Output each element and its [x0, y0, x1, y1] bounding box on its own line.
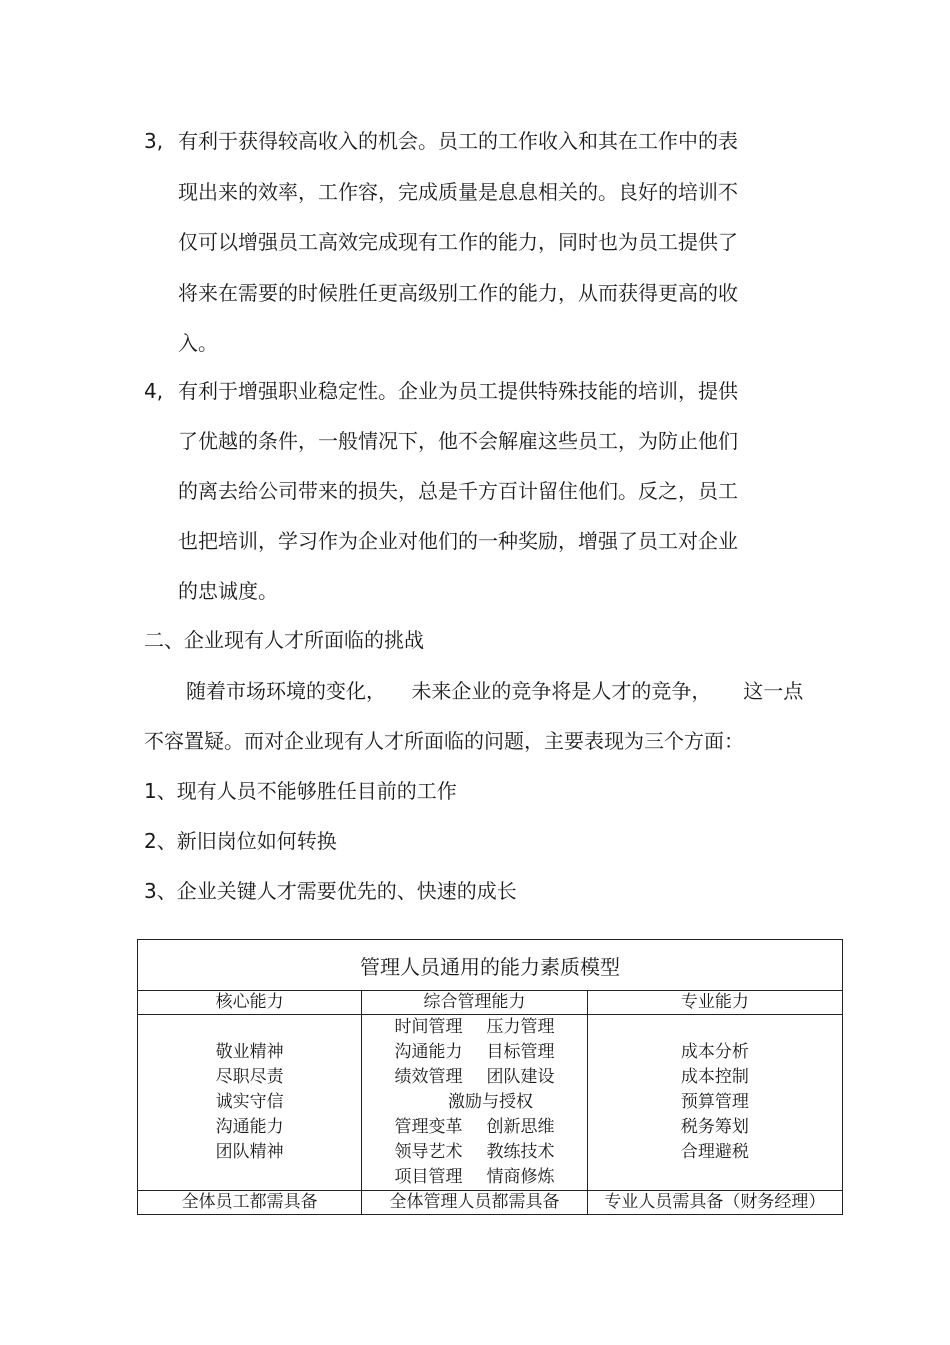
- section-2-heading: 二、企业现有人才所面临的挑战: [144, 628, 424, 652]
- core-item: 尽职尽责: [215, 1067, 284, 1087]
- mgmt-row: [362, 1140, 586, 1165]
- core-cell: [138, 1015, 362, 1191]
- table-title: 管理人员通用的能力素质模型: [138, 940, 843, 991]
- mgmt-item: 项目管理: [394, 1167, 463, 1187]
- mgmt-item: 团队建设: [486, 1067, 555, 1087]
- competency-model-table: [137, 939, 843, 1215]
- pro-item: 成本控制: [680, 1067, 749, 1087]
- pro-item: 合理避税: [680, 1142, 749, 1162]
- mgmt-item: 管理变革: [394, 1117, 463, 1137]
- item-4-line-5: 的忠诚度。: [178, 579, 278, 603]
- core-item: 诚实守信: [215, 1092, 284, 1112]
- mgmt-row: [362, 1090, 586, 1115]
- mgmt-item: 创新思维: [486, 1117, 555, 1137]
- item-4-line-4: 也把培训，学习作为企业对他们的一种奖励，增强了员工对企业: [178, 529, 738, 553]
- mgmt-item: 目标管理: [486, 1042, 555, 1062]
- mgmt-item: 教练技术: [486, 1142, 555, 1162]
- challenge-point-3: 3、企业关键人才需要优先的、快速的成长: [144, 879, 517, 903]
- item-3-line-5: 入。: [178, 331, 218, 355]
- item-4-line-1: 有利于增强职业稳定性。企业为员工提供特殊技能的培训，提供: [178, 379, 738, 403]
- item-3-line-1: 有利于获得较高收入的机会。员工的工作收入和其在工作中的表: [178, 129, 738, 153]
- mgmt-item: 领导艺术: [394, 1142, 463, 1162]
- pro-item: 预算管理: [680, 1092, 749, 1112]
- item-3-number: 3,: [144, 129, 164, 153]
- footer-professional: 专业人员需具备（财务经理）: [587, 1191, 842, 1215]
- challenge-point-1: 1、现有人员不能够胜任目前的工作: [144, 779, 457, 803]
- footer-management: 全体管理人员都需具备: [362, 1191, 587, 1215]
- professional-cell: [587, 1015, 842, 1191]
- section-2-para-line-1: 随着市场环境的变化， 未来企业的竞争将是人才的竞争， 这一点: [186, 679, 804, 703]
- footer-core: 全体员工都需具备: [138, 1191, 362, 1215]
- section-2-para-line-2: 不容置疑。而对企业现有人才所面临的问题，主要表现为三个方面：: [144, 729, 744, 753]
- mgmt-item: 时间管理: [394, 1017, 463, 1037]
- pro-item: 税务筹划: [680, 1117, 749, 1137]
- item-4-line-2: 了优越的条件，一般情况下，他不会解雇这些员工，为防止他们: [178, 429, 738, 453]
- management-cell: [362, 1015, 587, 1191]
- core-item: 沟通能力: [215, 1117, 284, 1137]
- item-3-line-4: 将来在需要的时候胜任更高级别工作的能力，从而获得更高的收: [178, 281, 738, 305]
- item-3-line-2: 现出来的效率，工作容，完成质量是息息相关的。良好的培训不: [178, 180, 738, 204]
- core-item: 敬业精神: [215, 1042, 284, 1062]
- mgmt-item: 情商修炼: [486, 1167, 555, 1187]
- mgmt-row: [362, 1065, 586, 1090]
- item-4-number: 4,: [144, 379, 164, 403]
- pro-item: 成本分析: [680, 1042, 749, 1062]
- mgmt-row: [362, 1040, 586, 1065]
- mgmt-item: 沟通能力: [394, 1042, 463, 1062]
- core-item: 团队精神: [215, 1142, 284, 1162]
- header-management: 综合管理能力: [362, 991, 587, 1015]
- mgmt-row: [362, 1015, 586, 1040]
- item-3-line-3: 仅可以增强员工高效完成现有工作的能力，同时也为员工提供了: [178, 230, 738, 254]
- mgmt-item: 压力管理: [486, 1017, 555, 1037]
- mgmt-item: 激励与授权: [448, 1092, 534, 1112]
- item-4-line-3: 的离去给公司带来的损失，总是千方百计留住他们。反之，员工: [178, 479, 738, 503]
- mgmt-row: [362, 1165, 586, 1190]
- mgmt-item: 绩效管理: [394, 1067, 463, 1087]
- challenge-point-2: 2、新旧岗位如何转换: [144, 829, 337, 853]
- header-professional: 专业能力: [587, 991, 842, 1015]
- header-core: 核心能力: [138, 991, 362, 1015]
- mgmt-row: [362, 1115, 586, 1140]
